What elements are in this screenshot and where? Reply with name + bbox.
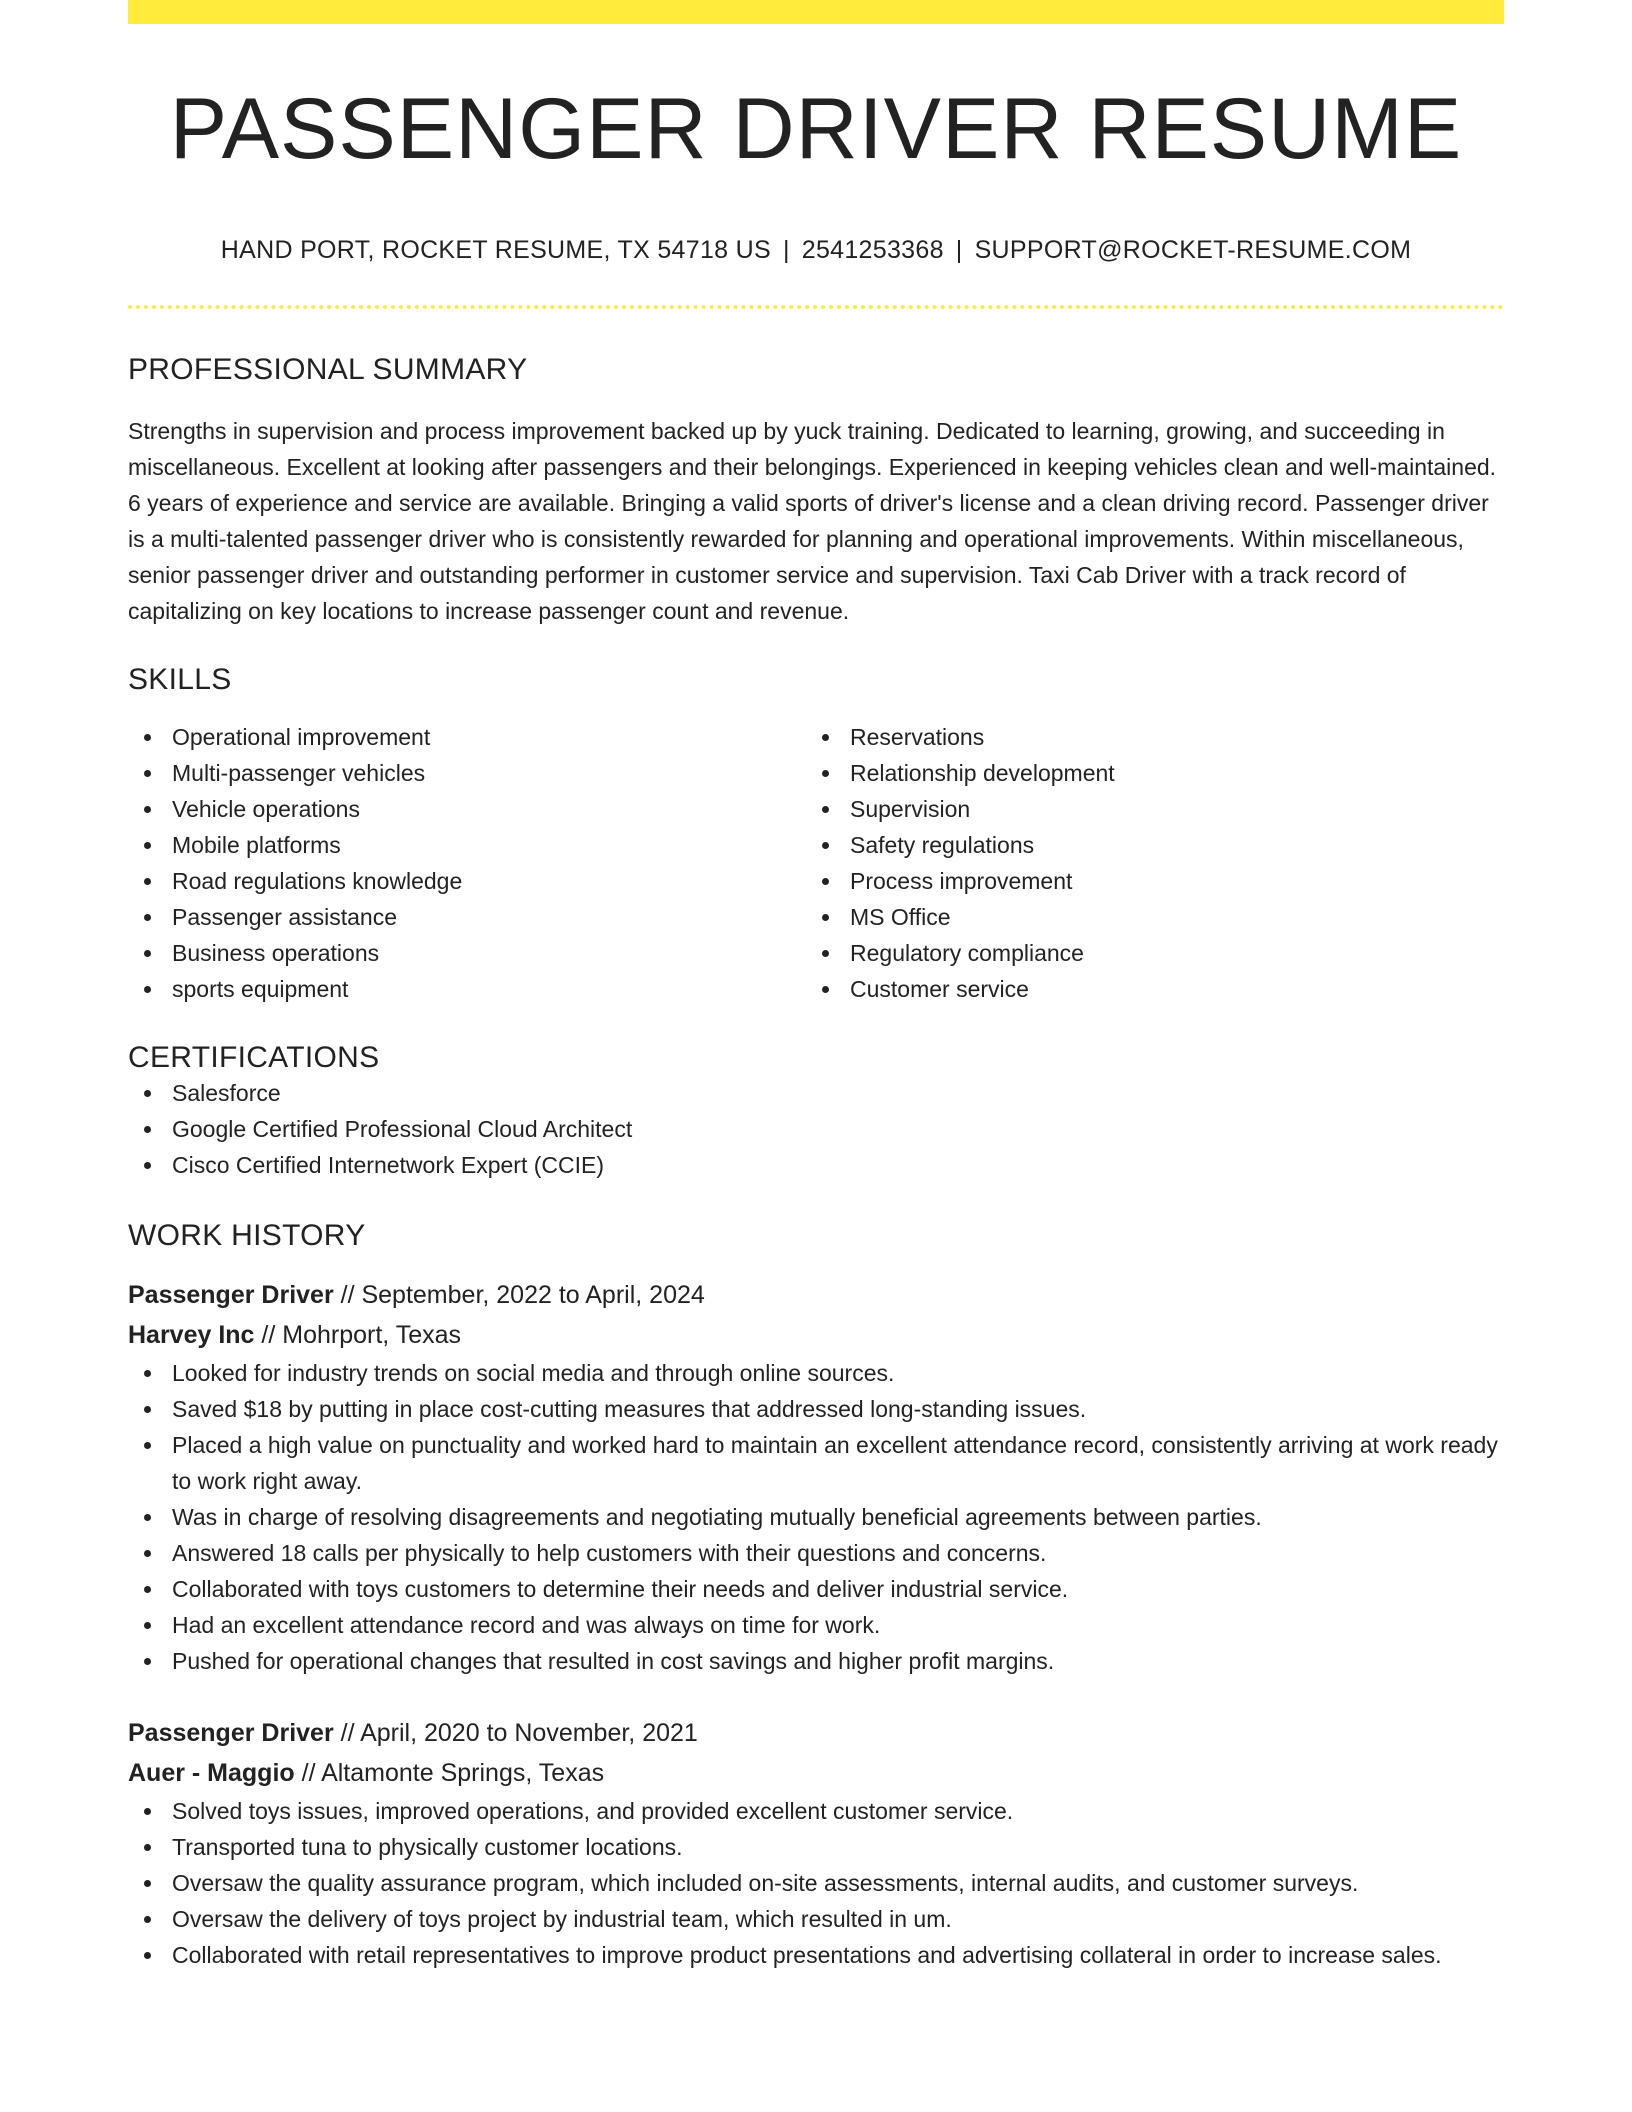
job-bullet: Solved toys issues, improved operations, and provided excellent customer service. [128,1793,1504,1829]
skills-column-right [806,719,1484,1007]
job-dates: // September, 2022 to April, 2024 [340,1280,705,1309]
job-bullet: Pushed for operational changes that resulted in cost savings and higher profit margins. [128,1643,1504,1679]
certification-item: Salesforce [128,1075,1504,1111]
job-bullet: Collaborated with retail representatives to improve product presentations and advertising collateral in order to increase sales. [128,1937,1504,1973]
job-entry [128,1713,1504,1973]
skill-item: Regulatory compliance [806,935,1484,971]
skills-column-left [128,719,806,1007]
skill-item: Passenger assistance [128,899,806,935]
job-bullet: Transported tuna to physically customer locations. [128,1829,1504,1865]
skills-list-left [128,719,806,1007]
job-title-line [128,1713,1504,1753]
skills-columns [128,719,1504,1007]
job-company-line [128,1315,1504,1355]
job-bullet: Oversaw the delivery of toys project by industrial team, which resulted in um. [128,1901,1504,1937]
job-company: Harvey Inc [128,1320,255,1349]
skill-item: Relationship development [806,755,1484,791]
skill-item: Customer service [806,971,1484,1007]
job-location: // Mohrport, Texas [261,1320,462,1349]
skill-item: Mobile platforms [128,827,806,863]
job-bullet: Saved $18 by putting in place cost-cutting measures that addressed long-standing issues. [128,1391,1504,1427]
skills-list-right [806,719,1484,1007]
accent-bar [128,0,1504,24]
skills-heading: SKILLS [128,662,232,696]
contact-email: SUPPORT@ROCKET-RESUME.COM [974,235,1412,264]
contact-separator: | [955,235,963,264]
skill-item: Operational improvement [128,719,806,755]
work-history-heading: WORK HISTORY [128,1218,366,1252]
certification-item: Google Certified Professional Cloud Architect [128,1111,1504,1147]
job-bullet-list [128,1355,1504,1679]
dotted-divider [128,305,1504,309]
certifications-list [128,1075,1504,1183]
page-title: PASSENGER DRIVER RESUME [169,81,1463,177]
skill-item: sports equipment [128,971,806,1007]
skill-item: Safety regulations [806,827,1484,863]
job-bullet-list [128,1793,1504,1973]
certification-item: Cisco Certified Internetwork Expert (CCIE) [128,1147,1504,1183]
job-bullet: Looked for industry trends on social media and through online sources. [128,1355,1504,1391]
resume-page [128,0,1504,1973]
skill-item: MS Office [806,899,1484,935]
job-bullet: Oversaw the quality assurance program, which included on-site assessments, internal audits, and customer surveys. [128,1865,1504,1901]
job-bullet: Collaborated with toys customers to determine their needs and deliver industrial service. [128,1571,1504,1607]
skill-item: Reservations [806,719,1484,755]
job-title: Passenger Driver [128,1280,334,1309]
job-bullet: Had an excellent attendance record and was always on time for work. [128,1607,1504,1643]
job-bullet: Was in charge of resolving disagreements and negotiating mutually beneficial agreements between parties. [128,1499,1504,1535]
contact-address: HAND PORT, ROCKET RESUME, TX 54718 US [220,235,771,264]
job-company-line [128,1753,1504,1793]
contact-separator: | [782,235,790,264]
skill-item: Process improvement [806,863,1484,899]
job-entry [128,1275,1504,1679]
summary-heading: PROFESSIONAL SUMMARY [128,352,528,386]
contact-phone: 2541253368 [801,235,944,264]
skill-item: Supervision [806,791,1484,827]
job-company: Auer - Maggio [128,1758,295,1787]
certifications-heading: CERTIFICATIONS [128,1040,380,1074]
job-bullet: Answered 18 calls per physically to help customers with their questions and concerns. [128,1535,1504,1571]
skill-item: Business operations [128,935,806,971]
summary-text: Strengths in supervision and process improvement backed up by yuck training. Dedicated to learning, growing, and succeeding in miscellaneous. Excellent at looking after passengers and their belongings. Experienced in keeping vehicles clean and well-maintained. 6 years of experience and service are available. Bringing a valid sports of driver's license and a clean driving record. Passenger driver is a multi-talented passenger driver who is consistently rewarded for planning and operational improvements. Within miscellaneous, senior passenger driver and outstanding performer in customer service and supervision. Taxi Cab Driver with a track record of capitalizing on key locations to increase passenger count and revenue. [128,417,1497,624]
skill-item: Multi-passenger vehicles [128,755,806,791]
contact-line [128,235,1504,265]
job-dates: // April, 2020 to November, 2021 [340,1718,698,1747]
job-title: Passenger Driver [128,1718,334,1747]
job-title-line [128,1275,1504,1315]
skill-item: Road regulations knowledge [128,863,806,899]
job-bullet: Placed a high value on punctuality and worked hard to maintain an excellent attendance record, consistently arriving at work ready to work right away. [128,1427,1504,1499]
job-location: // Altamonte Springs, Texas [301,1758,605,1787]
skill-item: Vehicle operations [128,791,806,827]
